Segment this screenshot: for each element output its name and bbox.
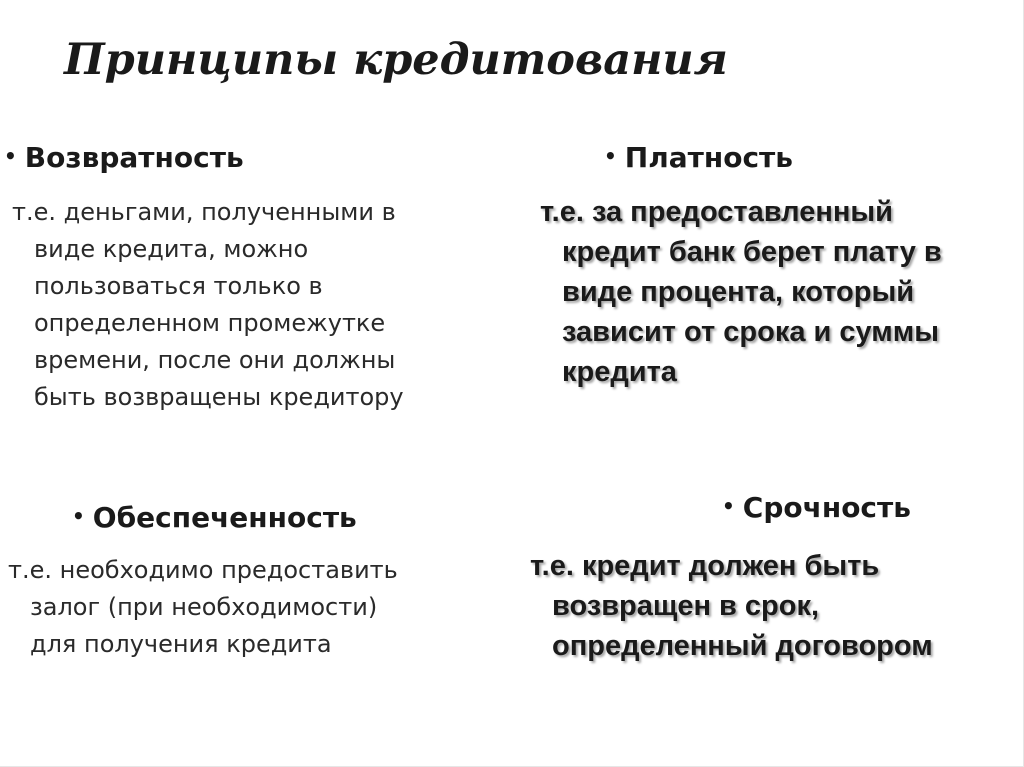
description-line: определенный договором <box>552 630 933 662</box>
principle-description-security <box>8 552 398 663</box>
description-line: для получения кредита <box>30 630 332 658</box>
description-line: зависит от срока и суммы <box>562 316 939 348</box>
description-line: быть возвращены кредитору <box>34 383 404 411</box>
principle-description-payment <box>540 192 942 392</box>
description-line: возвращен в срок, <box>552 590 820 622</box>
principle-heading-term <box>722 490 911 527</box>
description-line: кредита <box>562 356 677 388</box>
description-line: кредит банк берет плату в <box>562 236 942 268</box>
heading-label: Возвратность <box>24 141 244 174</box>
principle-description-term <box>530 546 933 666</box>
heading-label: Обеспеченность <box>92 501 357 534</box>
description-line: виде процента, который <box>562 276 915 308</box>
description-line: времени, после они должны <box>34 346 396 374</box>
bullet-icon: • <box>722 494 735 518</box>
bullet-icon: • <box>4 144 17 168</box>
description-line: т.е. за предоставленный <box>540 196 893 228</box>
principle-description-repayment <box>12 194 404 416</box>
description-line: т.е. необходимо предоставить <box>8 556 398 584</box>
description-line: залог (при необходимости) <box>30 593 378 621</box>
heading-label: Платность <box>624 141 793 174</box>
heading-label: Срочность <box>742 491 911 524</box>
description-line: виде кредита, можно <box>34 235 309 263</box>
description-line: т.е. кредит должен быть <box>530 550 880 582</box>
bullet-icon: • <box>72 504 85 528</box>
principle-heading-security <box>72 500 357 537</box>
principle-heading-repayment <box>4 140 244 177</box>
slide-title: Принципы кредитования <box>64 35 728 85</box>
description-line: пользоваться только в <box>34 272 323 300</box>
description-line: определенном промежутке <box>34 309 386 337</box>
description-line: т.е. деньгами, полученными в <box>12 198 396 226</box>
bullet-icon: • <box>604 144 617 168</box>
principle-heading-payment <box>604 140 793 177</box>
